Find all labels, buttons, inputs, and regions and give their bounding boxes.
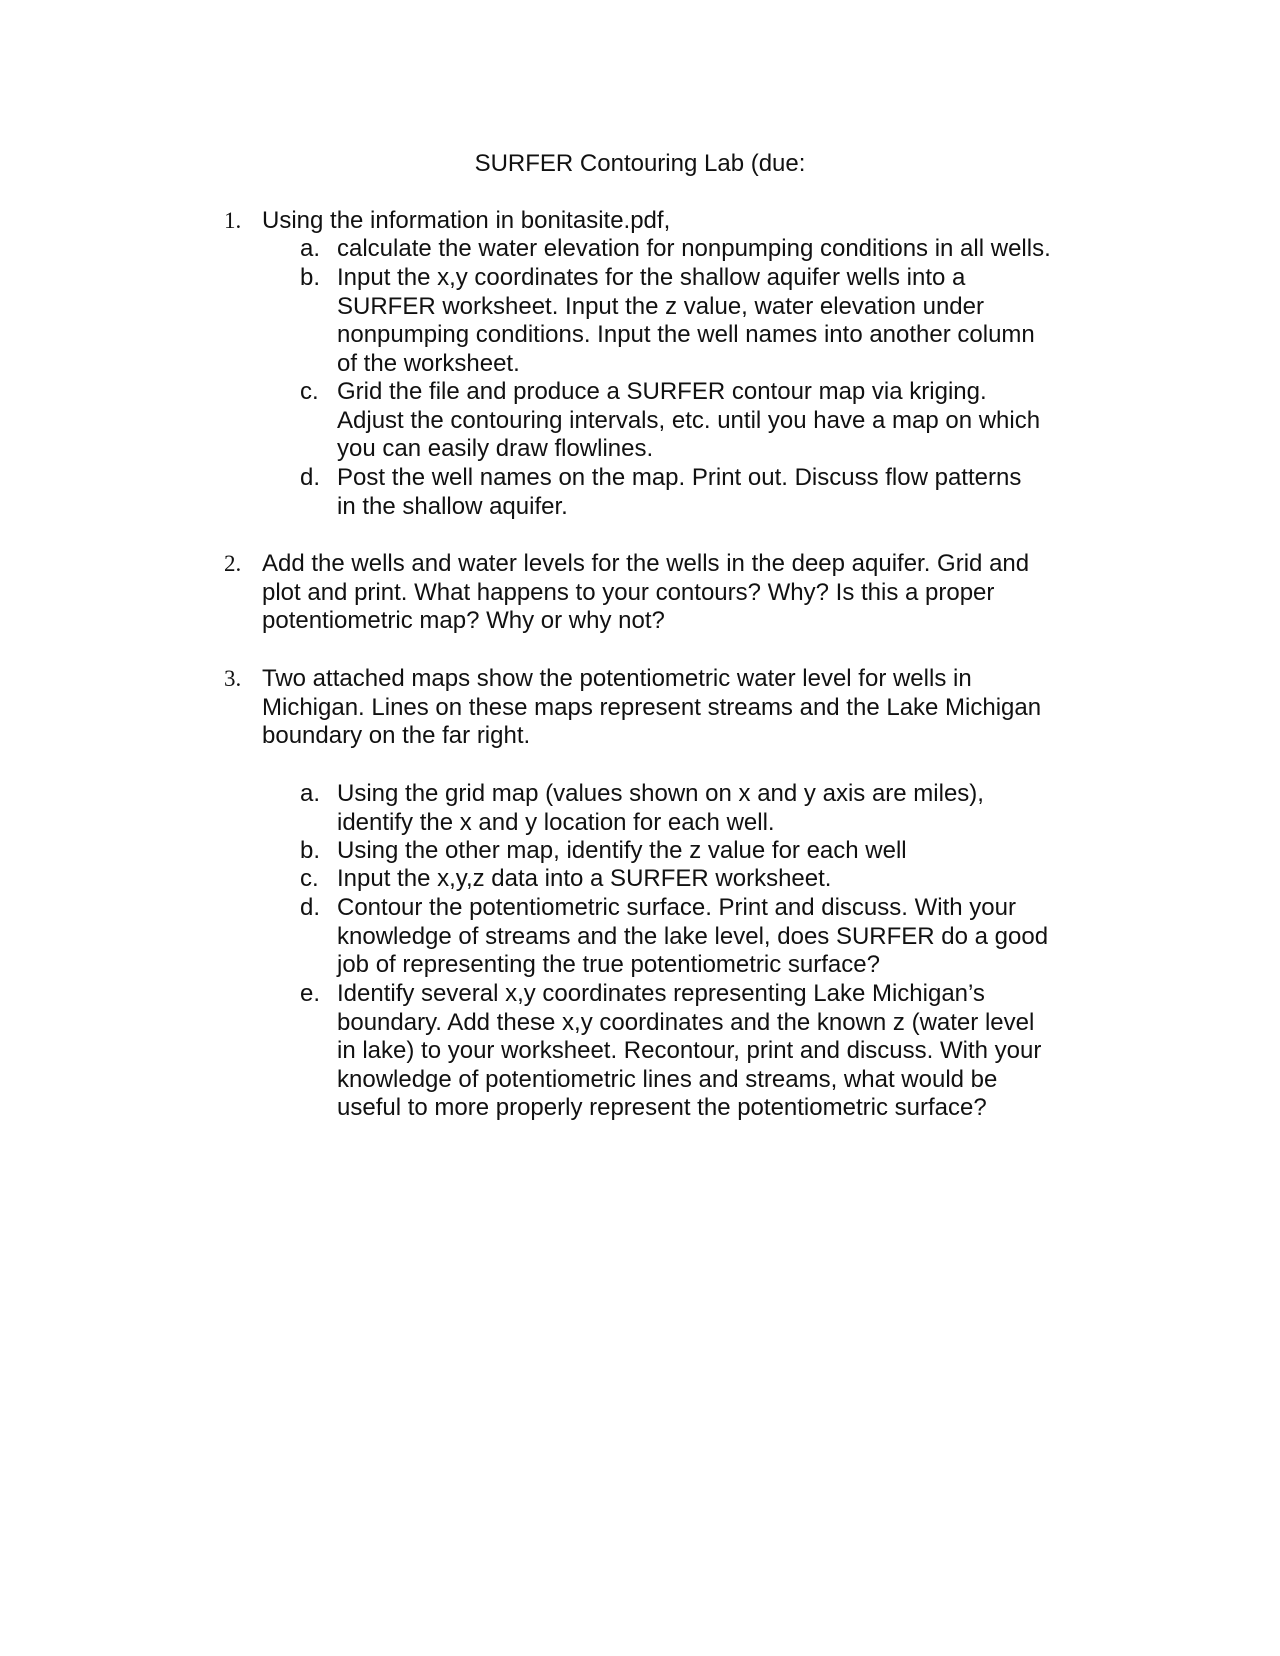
- item-text: [262, 207, 1102, 236]
- subitem-line: Using the other map, identify the z value for each well: [337, 837, 907, 864]
- subitem-line: identify the x and y location for each well.: [337, 808, 775, 836]
- item-number: 2.: [224, 551, 242, 576]
- subitem-line: useful to more properly represent the potentiometric surface?: [337, 1094, 987, 1121]
- subitem-line: you can easily draw flowlines.: [337, 435, 654, 462]
- subitem-text: [337, 894, 1117, 980]
- subitem-letter: b.: [300, 837, 321, 864]
- subitem-letter: c.: [300, 378, 319, 405]
- subitem-line: in the shallow aquifer.: [337, 492, 568, 520]
- item-line: plot and print. What happens to your contours? Why? Is this a proper: [262, 578, 995, 606]
- subitem-line: Identify several x,y coordinates representing Lake Michigan’s: [337, 980, 985, 1007]
- page-title: SURFER Contouring Lab (due:: [474, 150, 806, 177]
- item-line: Using the information in bonitasite.pdf,: [262, 207, 671, 234]
- subitem-line: Grid the file and produce a SURFER contour map via kriging.: [337, 378, 987, 405]
- subitem-text: [337, 264, 1117, 378]
- item-text: [262, 550, 1102, 636]
- subitem-text: [337, 235, 1117, 264]
- subitem-letter: c.: [300, 865, 319, 892]
- subitem-text: [337, 378, 1117, 464]
- subitem-line: Input the x,y coordinates for the shallow aquifer wells into a: [337, 264, 966, 291]
- subitem-text: [337, 865, 1117, 894]
- subitem-text: [337, 980, 1117, 1123]
- subitem-line: of the worksheet.: [337, 349, 520, 377]
- subitem-line: knowledge of streams and the lake level, does SURFER do a good: [337, 922, 1049, 950]
- item-number: 3.: [224, 666, 242, 691]
- subitem-letter: a.: [300, 780, 321, 807]
- subitem-line: Adjust the contouring intervals, etc. until you have a map on which: [337, 406, 1041, 434]
- subitem-line: job of representing the true potentiometric surface?: [337, 951, 880, 978]
- subitem-text: [337, 780, 1117, 837]
- subitem-letter: a.: [300, 235, 321, 262]
- subitem-letter: b.: [300, 264, 321, 291]
- item-text: [262, 665, 1102, 751]
- item-number: 1.: [224, 208, 242, 233]
- item-line: potentiometric map? Why or why not?: [262, 607, 665, 634]
- subitem-letter: e.: [300, 980, 321, 1007]
- subitem-text: [337, 464, 1117, 521]
- subitem-letter: d.: [300, 464, 321, 491]
- subitem-text: [337, 837, 1117, 866]
- item-line: Add the wells and water levels for the wells in the deep aquifer. Grid and: [262, 550, 1030, 577]
- subitem-line: Using the grid map (values shown on x and y axis are miles),: [337, 780, 984, 807]
- subitem-line: Contour the potentiometric surface. Print and discuss. With your: [337, 894, 1016, 921]
- subitem-line: boundary. Add these x,y coordinates and the known z (water level: [337, 1008, 1035, 1036]
- subitem-line: knowledge of potentiometric lines and streams, what would be: [337, 1065, 998, 1093]
- subitem-line: nonpumping conditions. Input the well names into another column: [337, 321, 1035, 348]
- subitem-line: Post the well names on the map. Print out. Discuss flow patterns: [337, 464, 1022, 491]
- item-line: Michigan. Lines on these maps represent streams and the Lake Michigan: [262, 693, 1042, 721]
- item-line: boundary on the far right.: [262, 722, 531, 749]
- subitem-letter: d.: [300, 894, 321, 921]
- item-line: Two attached maps show the potentiometric water level for wells in: [262, 665, 972, 692]
- subitem-line: Input the x,y,z data into a SURFER worksheet.: [337, 865, 832, 892]
- subitem-line: SURFER worksheet. Input the z value, water elevation under: [337, 292, 984, 320]
- subitem-line: in lake) to your worksheet. Recontour, print and discuss. With your: [337, 1037, 1042, 1064]
- subitem-line: calculate the water elevation for nonpumping conditions in all wells.: [337, 235, 1051, 262]
